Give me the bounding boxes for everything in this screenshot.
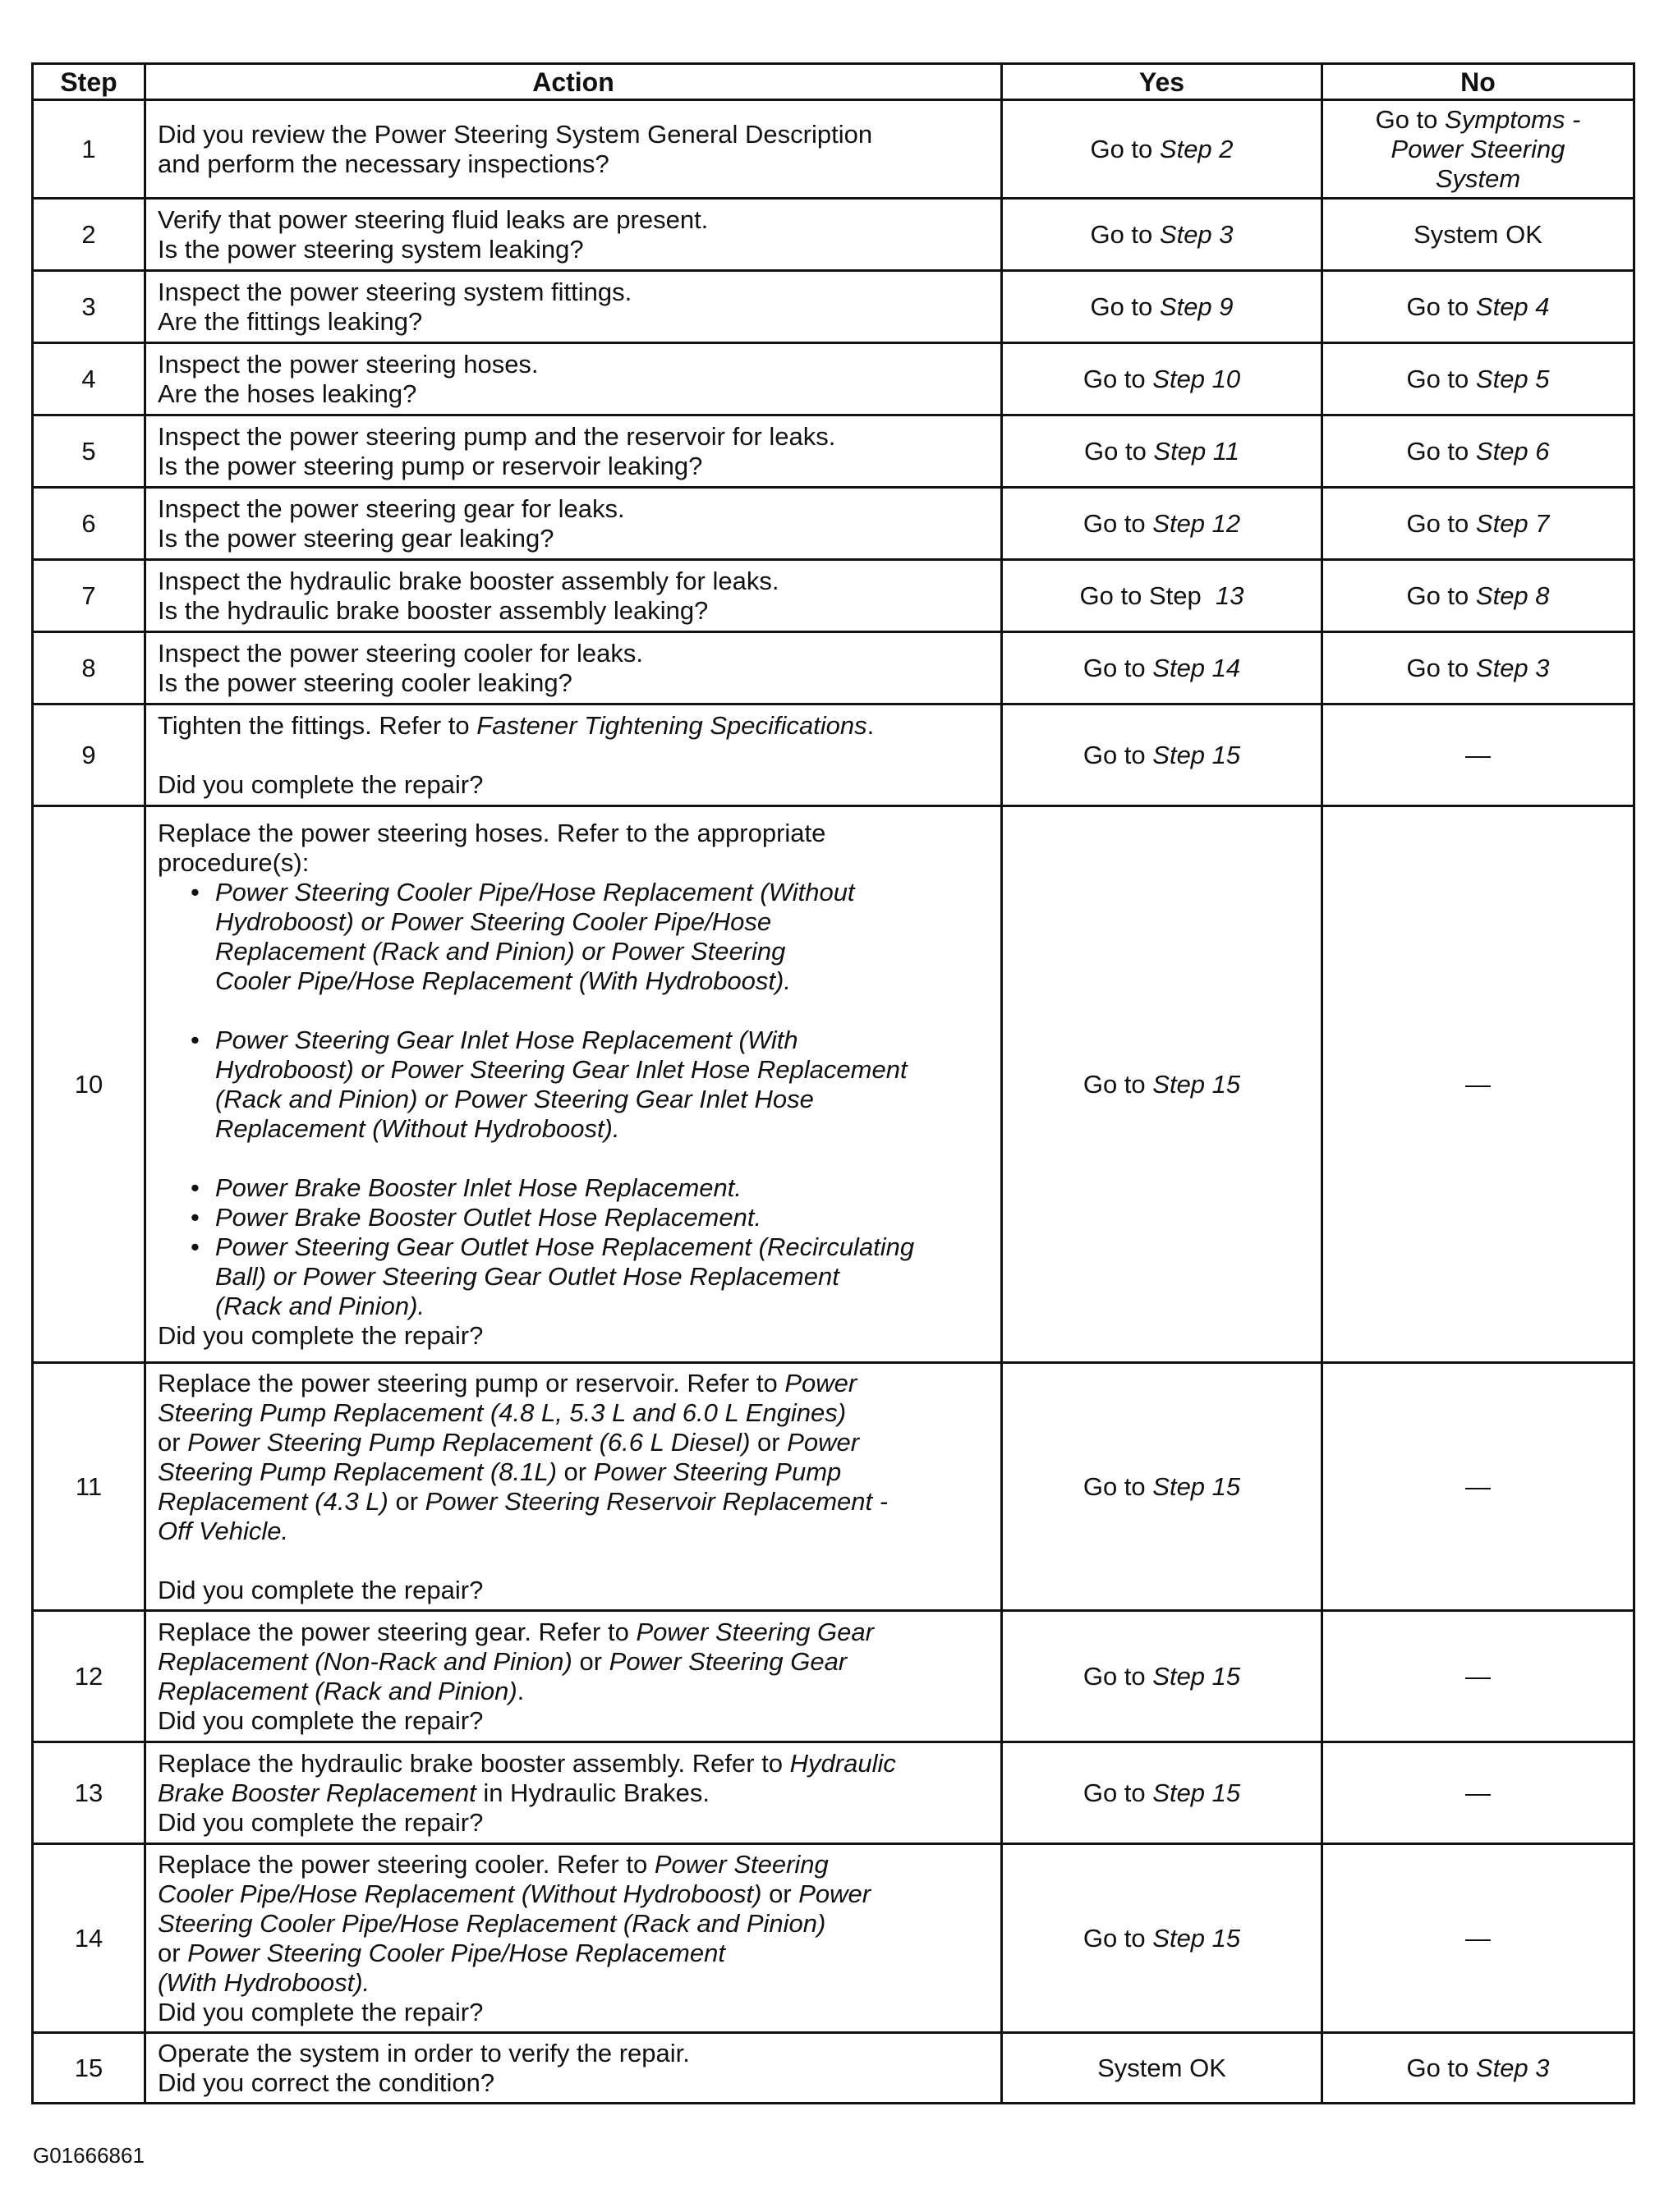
action-cell: Verify that power steering fluid leaks are present. Is the power steering system leaking? — [145, 199, 1002, 271]
header-no: No — [1322, 64, 1634, 100]
action-cell: Inspect the power steering hoses. Are the hoses leaking? — [145, 343, 1002, 415]
yes-cell: Go to Step 11 — [1002, 415, 1322, 488]
action-cell: Inspect the power steering pump and the reservoir for leaks. Is the power steering pump or reservoir leaking? — [145, 415, 1002, 488]
procedure-list — [158, 1173, 989, 1321]
step-reference: Step 6 — [1475, 436, 1550, 466]
header-step: Step — [33, 64, 145, 100]
reference-link: Power Steering Pump Replacement (6.6 L Diesel) — [187, 1427, 751, 1457]
step-reference: Step 15 — [1152, 1923, 1241, 1953]
table-row — [33, 271, 1634, 343]
action-cell: Operate the system in order to verify the repair. Did you correct the condition? — [145, 2033, 1002, 2104]
action-cell: Replace the power steering cooler. Refer to Power Steering Cooler Pipe/Hose Replacement (Without Hydroboost) or Power Steering Cooler Pipe/Hose Replacement (Rack and Pinion) or Power Steering Cooler Pipe/Hose Replacement (With Hydroboost). Did you complete the repair? — [145, 1844, 1002, 2033]
no-cell: Go to Step 4 — [1322, 271, 1634, 343]
step-number: 1 — [33, 100, 145, 199]
action-cell: Inspect the power steering system fittings. Are the fittings leaking? — [145, 271, 1002, 343]
reference-link: Power Steering Gear — [636, 1617, 874, 1646]
table-row — [33, 1611, 1634, 1742]
header-action: Action — [145, 64, 1002, 100]
yes-cell: Go to Step 3 — [1002, 199, 1322, 271]
yes-cell: Go to Step 13 — [1002, 560, 1322, 632]
table-row — [33, 1363, 1634, 1611]
list-item: • Power Steering Gear Inlet Hose Replacement (With Hydroboost) or Power Steering Gear Inlet Hose Replacement (Rack and Pinion) or Power Steering Gear Inlet Hose Replacement (Without Hydroboost). — [191, 1026, 989, 1144]
step-reference: Step 4 — [1475, 291, 1550, 321]
list-item: • Power Steering Cooler Pipe/Hose Replacement (Without Hydroboost) or Power Steering Cooler Pipe/Hose Replacement (Rack and Pinion) or Power Steering Cooler Pipe/Hose Replacement (With Hydroboost). — [191, 878, 989, 996]
step-reference: Step 9 — [1159, 291, 1234, 321]
table-row — [33, 199, 1634, 271]
reference-link: Steering Cooler Pipe/Hose Replacement (Rack and Pinion) — [158, 1908, 826, 1938]
table-row — [33, 806, 1634, 1363]
reference-link: Replacement (Rack and Pinion) — [158, 1676, 517, 1705]
step-reference: Step 11 — [1153, 436, 1239, 466]
step-number: 11 — [33, 1363, 145, 1611]
no-cell: Go to Step 3 — [1322, 2033, 1634, 2104]
action-cell: Replace the power steering gear. Refer to Power Steering Gear Replacement (Non-Rack and Pinion) or Power Steering Gear Replacement (Rack and Pinion). Did you complete the repair? — [145, 1611, 1002, 1742]
step-reference: Step 3 — [1159, 219, 1234, 249]
table-row — [33, 415, 1634, 488]
yes-cell: Go to Step 2 — [1002, 100, 1322, 199]
step-reference: Step 15 — [1152, 1471, 1241, 1501]
action-cell: Replace the hydraulic brake booster assembly. Refer to Hydraulic Brake Booster Replacement in Hydraulic Brakes. Did you complete the repair? — [145, 1742, 1002, 1844]
step-number: 9 — [33, 704, 145, 806]
diagnostic-table — [31, 62, 1635, 2104]
no-cell: — — [1322, 1611, 1634, 1742]
action-line: and perform the necessary inspections? — [158, 149, 609, 178]
reference-link: Steering Pump Replacement (4.8 L, 5.3 L and 6.0 L Engines) — [158, 1397, 847, 1427]
action-cell — [145, 100, 1002, 199]
table-row — [33, 488, 1634, 560]
figure-id: G01666861 — [33, 2143, 145, 2168]
table-row — [33, 632, 1634, 704]
step-reference: Step 10 — [1152, 364, 1241, 393]
reference-link: Cooler Pipe/Hose Replacement (Without Hydroboost) — [158, 1879, 762, 1908]
no-cell: Go to Step 3 — [1322, 632, 1634, 704]
step-number: 10 — [33, 806, 145, 1363]
step-reference: Step 15 — [1152, 1778, 1241, 1807]
yes-cell: Go to Step 9 — [1002, 271, 1322, 343]
step-reference: Step 15 — [1152, 1661, 1241, 1691]
step-reference: Step 12 — [1152, 508, 1241, 538]
reference-link: Fastener Tightening Specifications — [476, 710, 867, 740]
header-yes: Yes — [1002, 64, 1322, 100]
table-row — [33, 343, 1634, 415]
step-reference: Step 8 — [1475, 581, 1550, 610]
no-cell: Go to Step 7 — [1322, 488, 1634, 560]
reference-link: Power — [784, 1368, 857, 1397]
yes-cell: Go to Step 14 — [1002, 632, 1322, 704]
procedure-list — [158, 878, 989, 996]
no-cell: — — [1322, 704, 1634, 806]
reference-link: Steering Pump Replacement (8.1L) — [158, 1457, 557, 1486]
step-reference: 13 — [1215, 581, 1244, 610]
no-cell: Go to Step 8 — [1322, 560, 1634, 632]
step-number: 4 — [33, 343, 145, 415]
yes-cell: Go to Step 15 — [1002, 1844, 1322, 2033]
table-row — [33, 1844, 1634, 2033]
table-row — [33, 560, 1634, 632]
list-item: • Power Brake Booster Inlet Hose Replacement. — [191, 1173, 989, 1203]
yes-cell: Go to Step 10 — [1002, 343, 1322, 415]
yes-cell: Go to Step 15 — [1002, 704, 1322, 806]
table-row — [33, 2033, 1634, 2104]
step-reference: Step 15 — [1152, 1069, 1241, 1099]
yes-cell: Go to Step 15 — [1002, 1363, 1322, 1611]
action-cell: Inspect the power steering cooler for leaks. Is the power steering cooler leaking? — [145, 632, 1002, 704]
step-number: 8 — [33, 632, 145, 704]
header-row — [33, 64, 1634, 100]
step-number: 12 — [33, 1611, 145, 1742]
symptoms-reference: Symptoms - — [1445, 104, 1581, 134]
no-cell: — — [1322, 1363, 1634, 1611]
action-cell: Replace the power steering hoses. Refer to the appropriate procedure(s): • Power Steering Cooler Pipe/Hose Replacement (Without Hydroboost) or Power Steering Cooler Pipe/Hose Replacement (Rack and Pinion) or Power Steering Cooler Pipe/Hose Replacement (With Hydroboost). • Power Steering Gear Inlet Hose Replacement (With Hydroboost) or Power Steering Gear Inlet Hose Replacement (Rack and Pinion) or Power Steering Gear Inlet Hose Replacement (Without Hydroboost). • Power Brake Booster Inlet Hose Replacement. • Power Brake Booster Outlet Hose Replacement. • Power Steering Gear Outlet Hose Replacement (Recirculating Ball) or Power Steering Gear Outlet Hose Replacement (Rack and Pinion). Did you complete the repair? — [145, 806, 1002, 1363]
no-line: System — [1435, 163, 1521, 193]
action-cell: Inspect the power steering gear for leaks. Is the power steering gear leaking? — [145, 488, 1002, 560]
step-reference: Step 7 — [1475, 508, 1550, 538]
step-number: 14 — [33, 1844, 145, 2033]
no-cell: — — [1322, 806, 1634, 1363]
reference-link: Replacement (4.3 L) — [158, 1486, 388, 1516]
no-cell: Go to Symptoms - Power Steering System — [1322, 100, 1634, 199]
yes-cell: Go to Step 15 — [1002, 806, 1322, 1363]
reference-link: Power Steering Cooler Pipe/Hose Replacement — [187, 1938, 725, 1967]
table-row — [33, 704, 1634, 806]
step-number: 7 — [33, 560, 145, 632]
reference-link: (With Hydroboost). — [158, 1967, 370, 1997]
step-reference: Step 3 — [1475, 653, 1550, 682]
yes-cell: System OK — [1002, 2033, 1322, 2104]
step-number: 15 — [33, 2033, 145, 2104]
list-item: • Power Steering Gear Outlet Hose Replacement (Recirculating Ball) or Power Steering Gear Outlet Hose Replacement (Rack and Pinion). — [191, 1232, 989, 1321]
reference-link: Replacement (Non-Rack and Pinion) — [158, 1646, 572, 1676]
step-reference: Step 2 — [1159, 134, 1234, 163]
reference-link: Power Steering — [654, 1849, 829, 1879]
no-line: Power Steering — [1390, 134, 1565, 163]
step-number: 3 — [33, 271, 145, 343]
step-number: 13 — [33, 1742, 145, 1844]
table-row — [33, 1742, 1634, 1844]
procedure-list — [158, 1026, 989, 1144]
step-reference: Step 5 — [1475, 364, 1550, 393]
reference-link: Hydraulic — [789, 1748, 896, 1778]
action-cell: Replace the power steering pump or reservoir. Refer to Power Steering Pump Replacement (4.8 L, 5.3 L and 6.0 L Engines) or Power Steering Pump Replacement (6.6 L Diesel) or Power Steering Pump Replacement (8.1L) or Power Steering Pump Replacement (4.3 L) or Power Steering Reservoir Replacement - Off Vehicle. Did you complete the repair? — [145, 1363, 1002, 1611]
action-cell: Inspect the hydraulic brake booster assembly for leaks. Is the hydraulic brake booster assembly leaking? — [145, 560, 1002, 632]
no-cell: — — [1322, 1844, 1634, 2033]
reference-link: Off Vehicle. — [158, 1516, 289, 1545]
yes-cell: Go to Step 15 — [1002, 1611, 1322, 1742]
step-reference: Step 14 — [1152, 653, 1241, 682]
no-cell: System OK — [1322, 199, 1634, 271]
step-number: 2 — [33, 199, 145, 271]
reference-link: Brake Booster Replacement — [158, 1778, 476, 1807]
action-line: Did you review the Power Steering System General Description — [158, 119, 873, 149]
table-row — [33, 100, 1634, 199]
step-number: 6 — [33, 488, 145, 560]
list-item: • Power Brake Booster Outlet Hose Replacement. — [191, 1203, 989, 1232]
no-cell: — — [1322, 1742, 1634, 1844]
step-number: 5 — [33, 415, 145, 488]
yes-cell: Go to Step 15 — [1002, 1742, 1322, 1844]
step-reference: Step 3 — [1475, 2053, 1550, 2082]
no-cell: Go to Step 6 — [1322, 415, 1634, 488]
action-cell: Tighten the fittings. Refer to Fastener Tightening Specifications. Did you complete the repair? — [145, 704, 1002, 806]
no-cell: Go to Step 5 — [1322, 343, 1634, 415]
yes-cell: Go to Step 12 — [1002, 488, 1322, 560]
step-reference: Step 15 — [1152, 740, 1241, 769]
